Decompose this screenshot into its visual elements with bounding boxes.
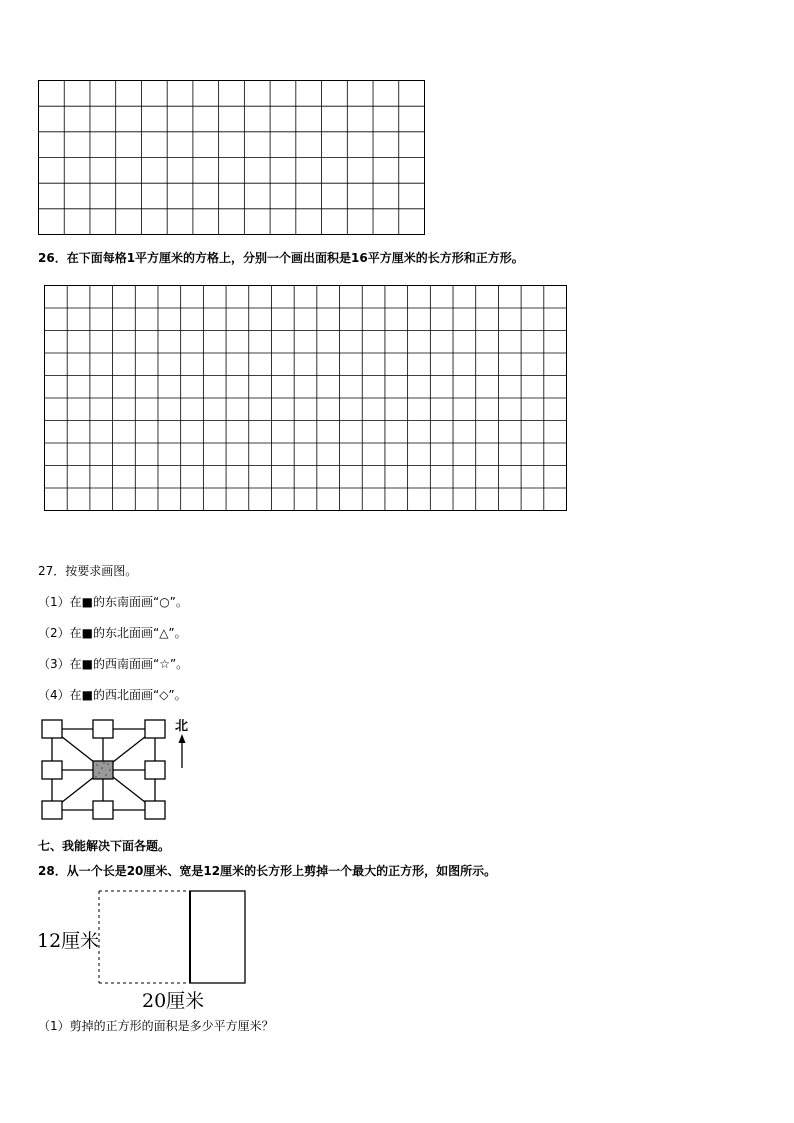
box-e	[145, 761, 165, 779]
question-27-item-1: （1）在■的东南面画“○”。	[38, 595, 188, 609]
top-grid	[37, 79, 427, 237]
box-sw	[42, 801, 62, 819]
box-nw	[42, 720, 62, 738]
question-27-item-3: （3）在■的西南面画“☆”。	[38, 657, 189, 671]
north-label: 北	[175, 719, 189, 734]
direction-diagram	[38, 716, 198, 826]
question-27-item-2: （2）在■的东北面画“△”。	[38, 626, 187, 640]
question-26-grid	[43, 284, 569, 514]
box-s	[93, 801, 113, 819]
width-label: 12厘米	[37, 930, 100, 952]
length-label: 20厘米	[142, 990, 205, 1012]
box-ne	[145, 720, 165, 738]
question-27-title: 27．按要求画图。	[38, 564, 138, 578]
question-28-text: 28．从一个长是20厘米、宽是12厘米的长方形上剪掉一个最大的正方形，如图所示。	[38, 864, 497, 878]
box-se	[145, 801, 165, 819]
north-arrow-head	[179, 734, 186, 743]
box-n	[93, 720, 113, 738]
question-27-item-4: （4）在■的西北面画“◇”。	[38, 688, 187, 702]
box-w	[42, 761, 62, 779]
question-26-text: 26．在下面每格1平方厘米的方格上，分别一个画出面积是16平方厘米的长方形和正方形。	[38, 251, 524, 265]
question-28-figure	[95, 888, 251, 988]
question-28-sub-1: （1）剪掉的正方形的面积是多少平方厘米？	[38, 1019, 274, 1033]
section-7-title: 七、我能解决下面各题。	[38, 839, 171, 853]
